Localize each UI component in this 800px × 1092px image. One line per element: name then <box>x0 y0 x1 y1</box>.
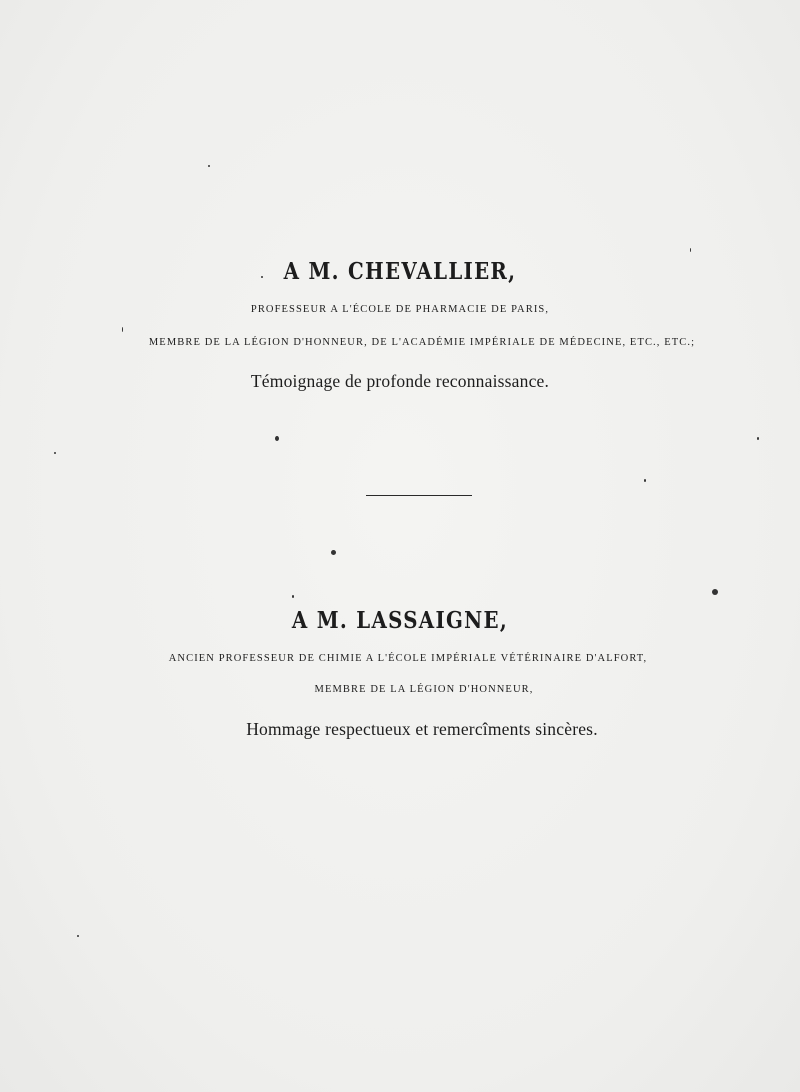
heading-lassaigne: A M. LASSAIGNE, <box>291 607 509 634</box>
show-through-text <box>0 72 800 90</box>
print-speck <box>644 479 646 482</box>
heading-chevallier: A M. CHEVALLIER, <box>283 258 517 285</box>
separator-rule <box>366 495 472 496</box>
print-speck <box>208 165 210 167</box>
print-speck <box>757 437 759 440</box>
print-speck <box>292 595 294 598</box>
print-speck <box>331 550 336 555</box>
print-speck <box>261 276 263 278</box>
print-speck <box>712 589 718 595</box>
print-speck <box>122 327 123 332</box>
lassaigne-title-line-2: MEMBRE DE LA LÉGION D'HONNEUR, <box>314 684 534 695</box>
lassaigne-dedication: Hommage respectueux et remercîments sincères. <box>246 719 598 739</box>
print-speck <box>275 436 279 441</box>
chevallier-dedication: Témoignage de profonde reconnaissance. <box>250 371 550 391</box>
chevallier-title-line-2: MEMBRE DE LA LÉGION D'HONNEUR, DE L'ACADÉMIE IMPÉRIALE DE MÉDECINE, ETC., ETC.; <box>148 337 696 348</box>
print-speck <box>77 935 79 937</box>
print-speck <box>54 452 56 454</box>
chevallier-title-line-1: PROFESSEUR A L'ÉCOLE DE PHARMACIE DE PARIS, <box>250 304 550 315</box>
lassaigne-title-line-1: ANCIEN PROFESSEUR DE CHIMIE A L'ÉCOLE IMPÉRIALE VÉTÉRINAIRE D'ALFORT, <box>168 653 648 664</box>
print-speck <box>690 248 691 252</box>
